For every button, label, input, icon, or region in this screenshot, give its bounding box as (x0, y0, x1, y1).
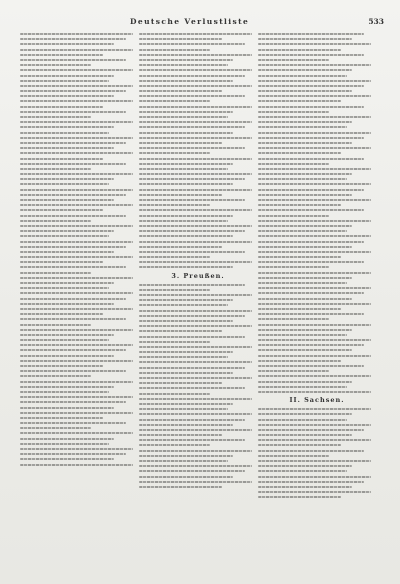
text-line (20, 427, 91, 429)
text-line (139, 372, 233, 374)
text-line (20, 282, 114, 284)
text-line (139, 116, 228, 118)
text-line (20, 75, 114, 77)
text-line (139, 320, 233, 322)
text-line (20, 126, 114, 128)
text-line (20, 90, 126, 92)
text-line (20, 142, 126, 144)
text-line (20, 292, 133, 294)
text-line (258, 370, 329, 372)
text-line (139, 403, 233, 405)
text-line (20, 158, 103, 160)
text-line (20, 464, 133, 466)
text-line (139, 429, 252, 431)
text-line (258, 116, 371, 118)
text-line (139, 90, 222, 92)
text-line (139, 241, 252, 243)
text-line (258, 111, 329, 113)
text-line (20, 458, 114, 460)
text-line (258, 481, 364, 483)
text-line (258, 132, 371, 134)
text-line (258, 465, 352, 467)
text-line (20, 334, 114, 336)
text-line (258, 292, 364, 294)
text-line (258, 142, 352, 144)
text-column-middle (139, 33, 257, 568)
text-line (139, 33, 252, 35)
text-line (139, 49, 210, 51)
text-line (20, 360, 133, 362)
text-line (20, 365, 103, 367)
text-line (20, 54, 103, 56)
text-line (139, 261, 252, 263)
text-line (258, 261, 364, 263)
text-line (258, 308, 341, 310)
text-line (258, 173, 352, 175)
text-line (20, 287, 109, 289)
text-line (258, 419, 347, 421)
text-line (139, 209, 252, 211)
text-line (139, 111, 233, 113)
text-line (139, 351, 233, 353)
text-line (258, 230, 347, 232)
text-line (20, 121, 133, 123)
text-line (258, 277, 352, 279)
text-line (258, 256, 341, 258)
text-line (258, 199, 371, 201)
text-line (258, 339, 371, 341)
text-line (258, 496, 341, 498)
text-line (258, 43, 371, 45)
text-line (139, 444, 210, 446)
text-line (139, 450, 252, 452)
text-line (20, 432, 133, 434)
text-line (20, 370, 126, 372)
text-line (139, 465, 252, 467)
text-line (139, 121, 252, 123)
text-line (139, 43, 245, 45)
text-line (20, 220, 91, 222)
text-line (20, 178, 114, 180)
text-line (20, 100, 133, 102)
text-line (139, 413, 252, 415)
text-line (139, 183, 233, 185)
text-line (139, 215, 233, 217)
text-line (258, 90, 352, 92)
text-line (139, 439, 245, 441)
text-line (20, 194, 126, 196)
text-line (20, 241, 133, 243)
text-line (20, 407, 114, 409)
text-line (258, 49, 341, 51)
text-line (139, 486, 222, 488)
text-line (258, 168, 371, 170)
text-line (139, 230, 245, 232)
text-line (258, 491, 371, 493)
text-line (258, 476, 371, 478)
text-line (20, 49, 133, 51)
text-line (139, 476, 233, 478)
text-line (258, 38, 352, 40)
text-line (20, 215, 126, 217)
text-line (139, 289, 210, 291)
text-line (20, 246, 126, 248)
text-line (258, 126, 347, 128)
text-line (139, 75, 245, 77)
text-line (20, 106, 103, 108)
text-line (20, 189, 133, 191)
text-line (20, 111, 126, 113)
text-line (258, 381, 352, 383)
text-line (20, 43, 114, 45)
text-line (258, 59, 329, 61)
text-line (258, 95, 371, 97)
text-line (139, 126, 245, 128)
text-line (20, 396, 133, 398)
text-line (20, 38, 126, 40)
text-line (258, 413, 352, 415)
text-line (20, 261, 103, 263)
text-line (258, 235, 371, 237)
text-line (20, 116, 91, 118)
text-line (20, 235, 109, 237)
text-line (20, 277, 133, 279)
text-line (139, 69, 252, 71)
text-line (258, 344, 364, 346)
text-line (139, 330, 222, 332)
text-line (258, 194, 352, 196)
text-line (20, 59, 126, 61)
text-line (258, 251, 371, 253)
text-line (258, 152, 341, 154)
text-line (258, 215, 329, 217)
text-line (258, 163, 329, 165)
text-line (258, 33, 364, 35)
text-line (20, 298, 126, 300)
text-line (20, 85, 133, 87)
text-line (258, 209, 364, 211)
text-line (139, 189, 252, 191)
text-line (139, 336, 245, 338)
text-line (139, 304, 228, 306)
text-line (139, 168, 228, 170)
text-line (139, 100, 210, 102)
text-line (139, 38, 222, 40)
text-line (258, 303, 371, 305)
text-line (139, 246, 222, 248)
text-line (139, 220, 228, 222)
text-line (20, 324, 91, 326)
text-line (139, 455, 233, 457)
section-heading-middle: 3. Preußen. (171, 271, 225, 280)
text-line (20, 318, 126, 320)
text-line (258, 106, 364, 108)
text-line (20, 386, 114, 388)
text-line (258, 225, 352, 227)
text-line (139, 460, 228, 462)
text-line (258, 183, 371, 185)
text-line (20, 163, 126, 165)
text-line (139, 178, 245, 180)
text-line (139, 315, 245, 317)
text-line (20, 209, 103, 211)
text-line (258, 54, 364, 56)
text-line (139, 393, 210, 395)
text-line (20, 443, 109, 445)
text-line (20, 344, 133, 346)
text-line (258, 158, 364, 160)
page-header (18, 17, 384, 31)
text-line (139, 419, 245, 421)
text-line (258, 324, 371, 326)
text-line (258, 318, 329, 320)
text-line (20, 417, 103, 419)
text-line (258, 355, 371, 357)
text-line (258, 204, 341, 206)
text-line (20, 132, 109, 134)
text-line (20, 375, 91, 377)
text-line (139, 225, 252, 227)
text-line (20, 204, 133, 206)
text-line (139, 163, 233, 165)
text-line (20, 230, 114, 232)
text-line (139, 85, 252, 87)
text-line (258, 69, 352, 71)
text-line (258, 178, 347, 180)
text-line (258, 313, 364, 315)
text-line (258, 220, 371, 222)
text-line (139, 398, 252, 400)
text-line (139, 424, 233, 426)
text-line (20, 313, 103, 315)
text-line (258, 246, 352, 248)
text-line (258, 349, 352, 351)
text-line (139, 194, 222, 196)
text-line (258, 360, 341, 362)
text-line (258, 365, 364, 367)
text-line (20, 80, 109, 82)
text-line (20, 329, 133, 331)
text-line (258, 329, 352, 331)
text-line (258, 241, 364, 243)
text-line (258, 470, 347, 472)
text-line (20, 391, 109, 393)
text-line (20, 272, 91, 274)
text-line (258, 444, 341, 446)
text-line (20, 355, 114, 357)
text-line (139, 284, 245, 286)
text-line (20, 152, 133, 154)
text-line (258, 375, 371, 377)
text-line (139, 346, 252, 348)
text-line (258, 272, 371, 274)
text-line (258, 439, 371, 441)
text-line (20, 381, 133, 383)
text-line (139, 481, 252, 483)
text-line (139, 256, 210, 258)
text-line (20, 69, 133, 71)
text-line (20, 64, 91, 66)
text-line (139, 59, 233, 61)
text-line (139, 54, 252, 56)
text-line (20, 303, 114, 305)
text-line (258, 455, 329, 457)
text-line (20, 308, 133, 310)
text-line (258, 266, 329, 268)
text-line (139, 356, 228, 358)
text-line (139, 142, 222, 144)
text-line (258, 298, 352, 300)
text-column-left (20, 33, 138, 568)
text-line (139, 367, 245, 369)
text-line (139, 204, 210, 206)
text-line (20, 453, 126, 455)
text-line (20, 95, 114, 97)
text-line (139, 294, 252, 296)
text-line (139, 470, 245, 472)
text-line (258, 189, 364, 191)
text-line (20, 339, 109, 341)
text-line (139, 325, 252, 327)
text-line (139, 382, 222, 384)
text-line (139, 235, 233, 237)
text-line (20, 147, 114, 149)
text-line (139, 158, 252, 160)
text-line (20, 137, 133, 139)
text-line (139, 80, 233, 82)
text-line (20, 199, 114, 201)
text-line (139, 106, 252, 108)
text-line (139, 95, 245, 97)
text-line (20, 438, 114, 440)
text-line (20, 422, 126, 424)
text-line (139, 299, 233, 301)
text-column-right (258, 33, 376, 568)
text-line (258, 450, 364, 452)
text-line (139, 64, 228, 66)
text-line (139, 251, 245, 253)
text-line (258, 408, 371, 410)
text-line (20, 168, 91, 170)
text-line (20, 412, 133, 414)
text-line (258, 334, 347, 336)
text-line (258, 429, 364, 431)
text-line (258, 85, 364, 87)
text-line (20, 256, 133, 258)
text-line (139, 147, 245, 149)
text-line (139, 137, 252, 139)
text-line (258, 80, 371, 82)
text-line (258, 391, 371, 393)
text-line (20, 251, 114, 253)
text-line (258, 287, 371, 289)
text-line (258, 424, 371, 426)
text-line (258, 121, 352, 123)
text-line (258, 282, 347, 284)
text-line (139, 408, 228, 410)
text-line (258, 64, 371, 66)
text-line (139, 266, 233, 268)
text-line (139, 173, 252, 175)
text-line (139, 310, 252, 312)
text-line (139, 434, 222, 436)
running-title: Deutsche Verlustliste (130, 17, 250, 26)
text-line (258, 100, 341, 102)
text-line (139, 377, 252, 379)
text-line (20, 183, 109, 185)
text-line (258, 137, 364, 139)
text-line (20, 266, 126, 268)
text-line (258, 386, 347, 388)
page-number: 533 (368, 17, 384, 26)
text-line (20, 448, 133, 450)
text-line (20, 173, 133, 175)
text-line (20, 225, 133, 227)
text-line (258, 434, 352, 436)
text-line (139, 152, 210, 154)
section-heading-right: II. Sachsen. (289, 396, 345, 405)
text-line (258, 486, 352, 488)
text-line (139, 341, 210, 343)
text-line (139, 132, 233, 134)
text-line (139, 199, 245, 201)
text-line (20, 33, 133, 35)
text-line (20, 401, 126, 403)
text-line (20, 349, 126, 351)
text-line (139, 387, 245, 389)
text-line (139, 361, 252, 363)
text-line (258, 147, 371, 149)
text-line (258, 75, 347, 77)
text-line (258, 460, 371, 462)
